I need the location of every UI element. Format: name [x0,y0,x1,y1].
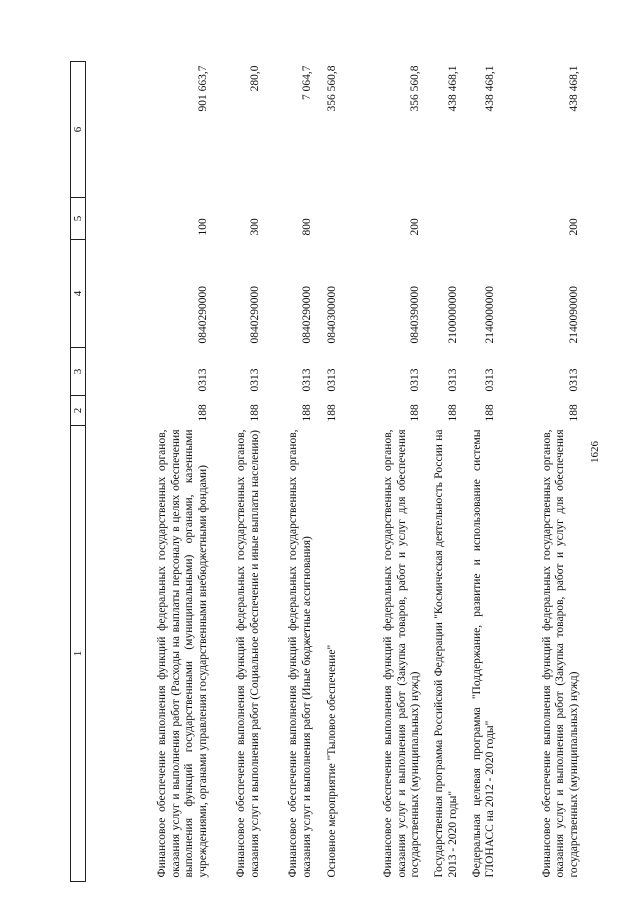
header-row [71,62,86,882]
table-row [340,62,423,882]
rotated-page-content [70,62,582,882]
row-description: Федеральная целевая программа "Поддержание, развитие и использование системы ГЛОНАСС на 2012 - 2020 годы" [470,429,497,878]
target-article-code: 0840290000 [196,286,209,344]
amount: 280,0 [248,65,261,92]
expense-type-code: 200 [567,218,580,236]
table-row [499,62,582,882]
expense-type-code: 200 [409,218,422,236]
amount: 901 663,7 [196,65,209,112]
column-header: 3 [71,348,86,396]
row-description: Государственная программа Российской Федерации "Космическая деятельность России на 2013 - 2020 годы" [433,429,459,878]
expense-type-code: 300 [248,218,261,236]
column-header: 2 [71,396,86,426]
expense-type-code [315,198,340,240]
table-row [263,62,315,882]
target-article-code: 2100000000 [446,286,459,344]
ministry-code: 188 [409,404,422,422]
expense-type-code [424,198,462,240]
section-code: 0313 [196,368,209,392]
column-header: 4 [71,240,86,348]
section-code: 0313 [409,368,422,392]
target-article-code: 0840300000 [325,286,338,344]
ministry-code: 188 [196,404,209,422]
ministry-code: 188 [484,404,497,422]
page-number: 1626 [589,441,601,463]
amount: 438 468,1 [446,65,459,112]
target-article-code: 2140090000 [567,286,580,344]
target-article-code: 2140000000 [484,286,497,344]
column-header: 5 [71,198,86,240]
target-article-code: 0840390000 [409,286,422,344]
table-row [424,62,462,882]
target-article-code: 0840290000 [300,286,313,344]
table-row [461,62,499,882]
row-description: Финансовое обеспечение выполнения функций федеральных государственных органов, оказания услуг и выполнения работ (Социальное обеспечение и иные выплаты населению) [235,429,261,878]
amount: 7 064,7 [300,65,313,100]
ministry-code: 188 [325,404,338,422]
budget-table [70,61,582,882]
table-row [211,62,263,882]
target-article-code: 0840290000 [248,286,261,344]
row-description: Финансовое обеспечение выполнения функций федеральных государственных органов, оказания услуг и выполнения работ (Иные бюджетные ассигнования) [287,429,313,878]
section-code: 0313 [484,368,497,392]
expense-type-code: 800 [300,218,313,236]
table-row [315,62,340,882]
section-code: 0313 [325,368,338,392]
ministry-code: 188 [567,404,580,422]
table-row [86,62,212,882]
row-description: Финансовое обеспечение выполнения функций федеральных государственных органов, оказания услуг и выполнения работ (Закупка товаров, работ и услуг для обеспечения государственных (муниципальных) нужд) [382,429,422,878]
row-description: Основное мероприятие "Тыловое обеспечение" [325,644,338,878]
amount: 438 468,1 [484,65,497,112]
ministry-code: 188 [248,404,261,422]
section-code: 0313 [567,368,580,392]
row-description: Финансовое обеспечение выполнения функций федеральных государственных органов, оказания услуг и выполнения работ (Расходы на выплаты персоналу в целях обеспечения выполнения функций государственными (муниципальными) органами, казенными учреждениями, органами управления государственными внебюджетными фондами) [156,429,209,878]
expense-type-code: 100 [196,218,209,236]
column-header: 6 [71,62,86,198]
expense-type-code [461,198,499,240]
section-code: 0313 [300,368,313,392]
ministry-code: 188 [446,404,459,422]
section-code: 0313 [446,368,459,392]
amount: 356 560,8 [409,65,422,112]
ministry-code: 188 [300,404,313,422]
amount: 438 468,1 [567,65,580,112]
column-header: 1 [71,426,86,882]
section-code: 0313 [248,368,261,392]
row-description: Финансовое обеспечение выполнения функций федеральных государственных органов, оказания услуг и выполнения работ (Закупка товаров, работ и услуг для обеспечения государственных (муниципальных) нужд) [540,429,580,878]
amount: 356 560,8 [325,65,338,112]
